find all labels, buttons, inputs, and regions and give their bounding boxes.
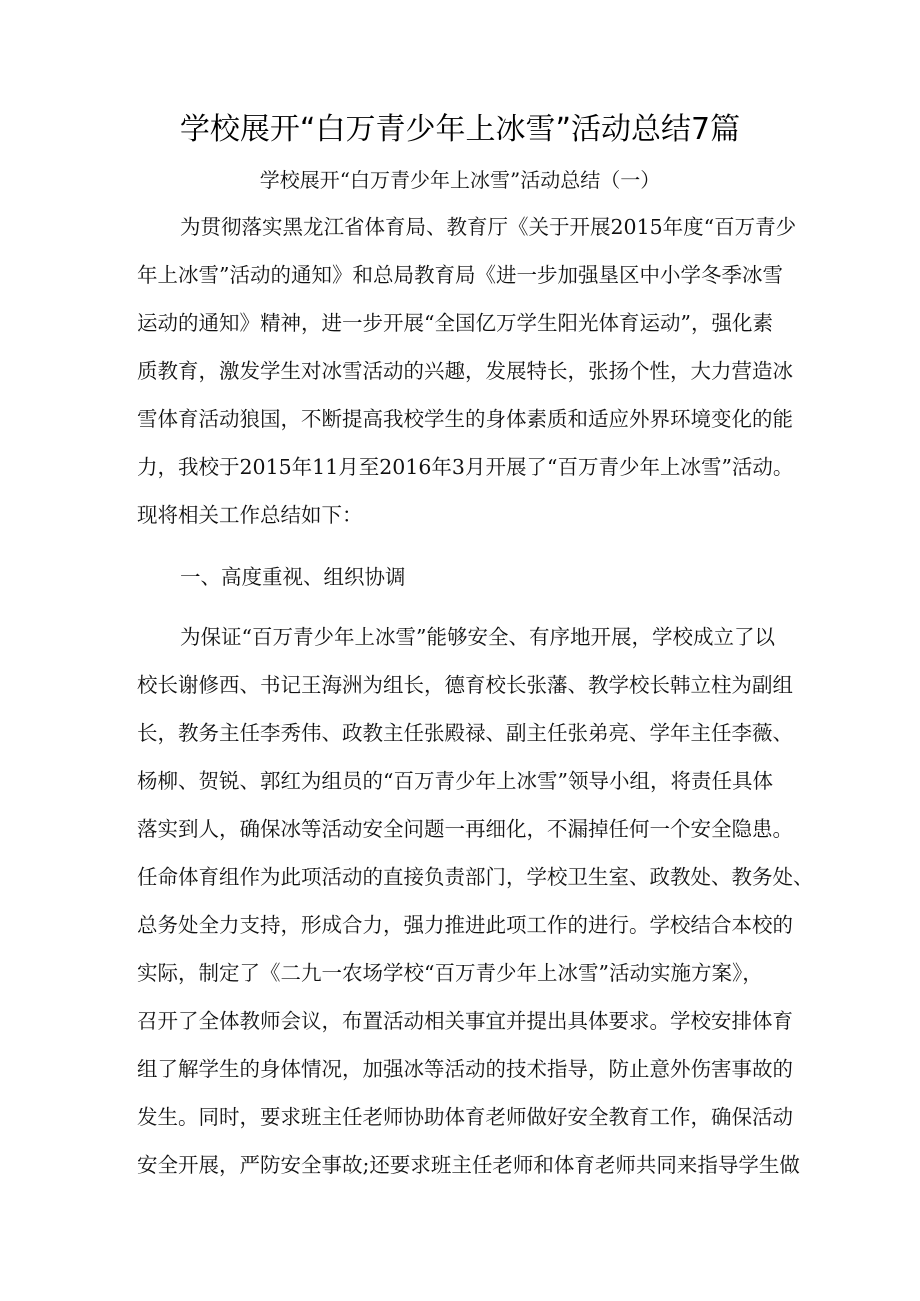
paragraph-line: 组了解学生的身体情况，加强冰等活动的技术指导，防止意外伤害事故的 (137, 1057, 793, 1081)
paragraph-line: 质教育，激发学生对冰雪活动的兴趣，发展特长，张扬个性，大力营造冰 (137, 359, 793, 383)
paragraph-line: 为贯彻落实黑龙江省体育局、教育厅《关于开展2015年度“百万青少 (180, 215, 797, 239)
paragraph-line: 实际，制定了《二九一农场学校“百万青少年上冰雪”活动实施方案》， (137, 961, 763, 985)
paragraph-line: 为保证“百万青少年上冰雪”能够安全、有序地开展，学校成立了以 (180, 625, 775, 649)
paragraph-line: 总务处全力支持，形成合力，强力推进此项工作的进行。学校结合本校的 (137, 913, 793, 937)
paragraph-2 (137, 622, 814, 1182)
paragraph-line: 杨柳、贺锐、郭红为组员的“百万青少年上冰雪”领导小组，将责任具体 (137, 769, 773, 793)
paragraph-line: 力，我校于2015年11月至2016年3月开展了“百万青少年上冰雪”活动。 (137, 455, 794, 479)
paragraph-line: 现将相关工作总结如下： (137, 503, 363, 527)
paragraph-line: 任命体育组作为此项活动的直接负责部门，学校卫生室、政教处、教务处、 (137, 865, 814, 889)
paragraph-line: 发生。同时，要求班主任老师协助体育老师做好安全教育工作，确保活动 (137, 1105, 793, 1129)
paragraph-line: 安全开展，严防安全事故;还要求班主任老师和体育老师共同来指导学生做 (137, 1153, 800, 1177)
section-heading-1 (137, 562, 797, 592)
paragraph-line: 运动的通知》精神，进一步开展“全国亿万学生阳光体育运动”，强化素 (137, 311, 773, 335)
paragraph-line: 年上冰雪”活动的通知》和总局教育局《进一步加强垦区中小学冬季冰雪 (137, 263, 783, 287)
section-heading-text: 一、高度重视、组织协调 (180, 565, 406, 589)
paragraph-line: 长，教务主任李秀伟、政教主任张殿禄、副主任张弟亮、学年主任李薇、 (137, 721, 793, 745)
paragraph-line: 雪体育活动狼国，不断提高我校学生的身体素质和适应外界环境变化的能 (137, 407, 793, 431)
document-title: 学校展开“白万青少年上冰雪”活动总结7篇 (179, 112, 741, 147)
paragraph-line: 校长谢修西、书记王海洲为组长，德育校长张藩、教学校长韩立柱为副组 (137, 673, 793, 697)
paragraph-1 (137, 212, 797, 542)
document-subtitle: 学校展开“白万青少年上冰雪”活动总结（一） (259, 168, 661, 192)
paragraph-line: 落实到人，确保冰等活动安全问题一再细化，不漏掉任何一个安全隐患。 (137, 817, 793, 841)
paragraph-line: 召开了全体教师会议，布置活动相关事宜并提出具体要求。学校安排体育 (137, 1009, 793, 1033)
